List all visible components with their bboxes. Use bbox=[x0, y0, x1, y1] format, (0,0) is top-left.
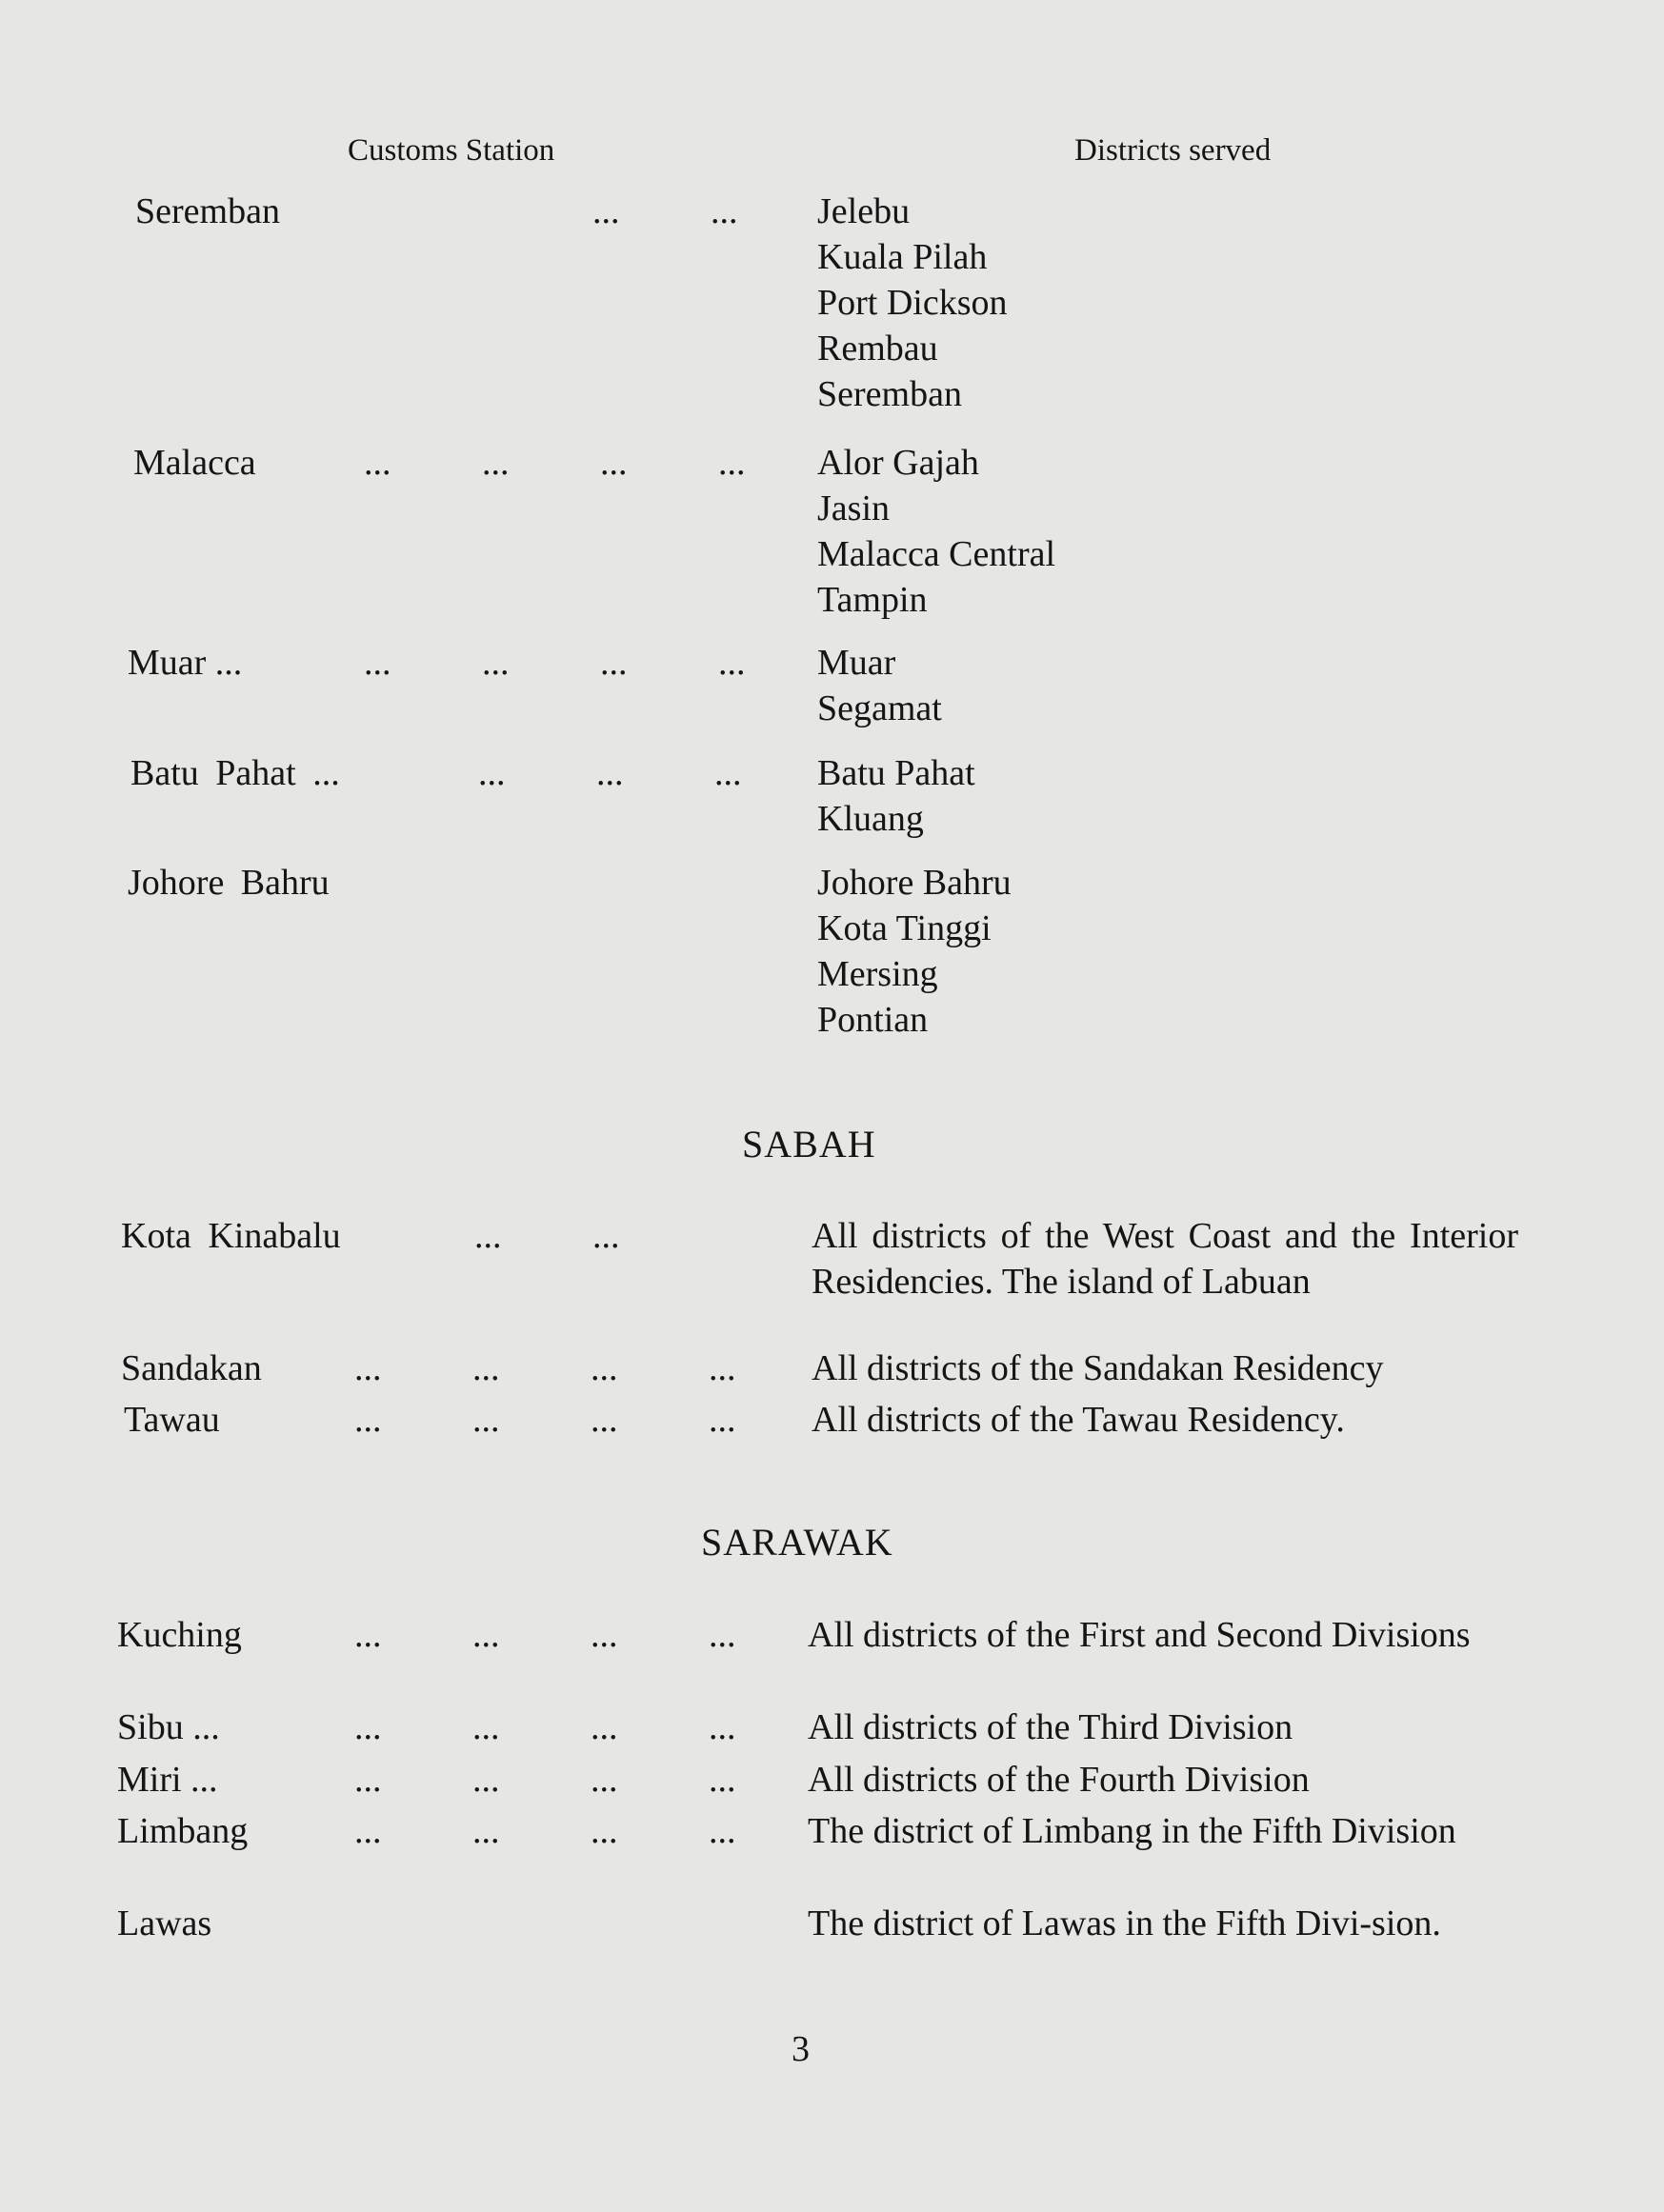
leader-dots: ... ... ... ... bbox=[364, 643, 746, 683]
leader-dots: ... ... ... ... bbox=[354, 1811, 736, 1851]
page-number: 3 bbox=[792, 2029, 810, 2069]
station-name: Lawas bbox=[117, 1903, 212, 1943]
district-text: All districts of the Sandakan Residency bbox=[812, 1348, 1384, 1388]
districts-list bbox=[817, 640, 942, 731]
section-heading-sarawak: SARAWAK bbox=[701, 1521, 893, 1564]
districts-description bbox=[808, 1612, 1514, 1658]
district-item: Port Dickson bbox=[817, 283, 1008, 323]
leader-dots: ... ... bbox=[474, 1216, 620, 1256]
leader-dots: ... ... ... ... bbox=[364, 443, 746, 483]
station-name: Sandakan bbox=[121, 1348, 262, 1388]
district-item: Pontian bbox=[817, 1000, 929, 1040]
station-name: Tawau bbox=[124, 1400, 220, 1440]
station-name: Malacca bbox=[133, 443, 256, 483]
district-item: Rembau bbox=[817, 329, 938, 369]
district-item: Jasin bbox=[817, 488, 890, 528]
district-item: Segamat bbox=[817, 688, 942, 728]
district-item: Kluang bbox=[817, 799, 924, 839]
station-name: Kuching bbox=[117, 1615, 242, 1655]
districts-description bbox=[812, 1397, 1518, 1443]
district-text: All districts of the West Coast and the Interior Residencies. The island of Labuan bbox=[812, 1216, 1518, 1302]
district-item: Batu Pahat bbox=[817, 753, 975, 793]
section-heading-sabah: SABAH bbox=[742, 1123, 876, 1166]
districts-description bbox=[812, 1345, 1518, 1391]
districts-list bbox=[817, 440, 1055, 623]
districts-list bbox=[817, 860, 1012, 1043]
customs-station-header: Customs Station bbox=[348, 133, 555, 168]
district-item: Mersing bbox=[817, 954, 938, 994]
district-text: All districts of the First and Second Divisions bbox=[808, 1615, 1471, 1655]
district-item: Kuala Pilah bbox=[817, 237, 988, 277]
district-item: Seremban bbox=[817, 374, 962, 414]
station-name: Batu Pahat ... bbox=[130, 753, 340, 793]
station-name: Muar ... bbox=[128, 643, 243, 683]
station-name: Seremban bbox=[135, 191, 280, 231]
district-item: Jelebu bbox=[817, 191, 911, 231]
leader-dots: ... ... ... ... bbox=[354, 1615, 736, 1655]
district-text: All districts of the Fourth Division bbox=[808, 1760, 1310, 1800]
district-text: All districts of the Third Division bbox=[808, 1707, 1293, 1747]
district-item: Muar bbox=[817, 643, 896, 683]
district-item: Malacca Central bbox=[817, 534, 1056, 574]
districts-list bbox=[817, 750, 975, 842]
district-item: Johore Bahru bbox=[817, 863, 1012, 903]
leader-dots: ... ... ... bbox=[478, 753, 742, 793]
district-text: The district of Limbang in the Fifth Division bbox=[808, 1811, 1456, 1851]
leader-dots: ... ... ... ... bbox=[354, 1348, 736, 1388]
station-name: Limbang bbox=[117, 1811, 249, 1851]
districts-description bbox=[812, 1213, 1518, 1305]
districts-list bbox=[817, 189, 1008, 417]
districts-description bbox=[808, 1704, 1514, 1750]
districts-description bbox=[808, 1901, 1514, 1946]
station-name: Kota Kinabalu bbox=[121, 1216, 341, 1256]
districts-description bbox=[808, 1808, 1514, 1854]
leader-dots: ... ... ... ... bbox=[354, 1760, 736, 1800]
district-item: Alor Gajah bbox=[817, 443, 979, 483]
station-name: Miri ... bbox=[117, 1760, 218, 1800]
district-text: The district of Lawas in the Fifth Divi-sion. bbox=[808, 1903, 1441, 1943]
station-name: Johore Bahru bbox=[128, 863, 330, 903]
station-name: Sibu ... bbox=[117, 1707, 220, 1747]
leader-dots: ... ... ... ... bbox=[354, 1707, 736, 1747]
districts-description bbox=[808, 1757, 1514, 1803]
districts-served-header: Districts served bbox=[1074, 133, 1272, 168]
district-item: Tampin bbox=[817, 580, 928, 620]
leader-dots: ... ... bbox=[592, 191, 738, 231]
leader-dots: ... ... ... ... bbox=[354, 1400, 736, 1440]
district-text: All districts of the Tawau Residency. bbox=[812, 1400, 1345, 1440]
district-item: Kota Tinggi bbox=[817, 908, 992, 948]
